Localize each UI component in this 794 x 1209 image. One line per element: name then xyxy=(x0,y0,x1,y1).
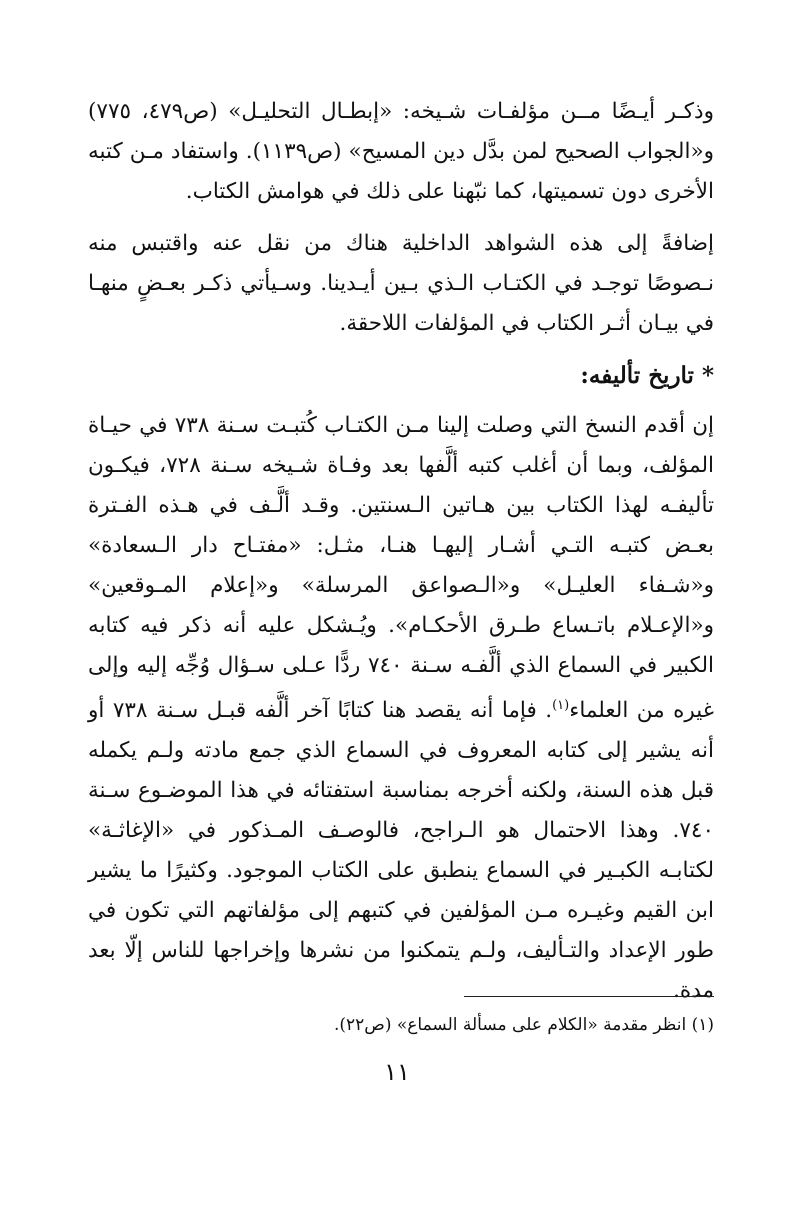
paragraph-1: وذكـر أيـضًا مــن مؤلفـات شـيخه: «إبطـال التحليـل» (ص٤٧٩، ٧٧٥) و«الجواب الصحيح لمن بدَّل دين المسيح» (ص١١٣٩). واستفاد مـن كتبه الأخرى دون تسميتها، كما نبّهنا على ذلك في هوامش الكتاب. xyxy=(88,99,715,204)
page-body xyxy=(88,92,714,1023)
paragraph-2: إضافةً إلى هذه الشواهد الداخلية هناك من نقل عنه واقتبس منه نـصوصًا توجـد في الكتـاب الـذي بـين أيـدينا. وسـيأتي ذكـر بعـضٍ منهـا في بيـان أثـر الكتاب في المؤلفات اللاحقة. xyxy=(88,231,714,336)
paragraph-3 xyxy=(88,406,714,1011)
section-heading: * تاريخ تأليفه: xyxy=(580,362,714,389)
footnote-number: (١) xyxy=(691,1015,714,1035)
footnote xyxy=(88,1010,714,1040)
footnote-divider xyxy=(464,996,714,997)
page-number: ١١ xyxy=(384,1058,410,1086)
footnote-reference[interactable]: (١) xyxy=(552,698,570,713)
paragraph-3-text-a: إن أقدم النسخ التي وصلت إلينا مـن الكتـاب كُتبـت سـنة ٧٣٨ في حيـاة المؤلف، وبما أن أغلب كتبه ألَّفها بعد وفـاة شـيخه سـنة ٧٢٨، فيكـون تأليفـه لهذا الكتاب بين هـاتين الـسنتين. وقـد ألَّـف في هـذه الفـترة بعـض كتبـه التـي أشـار إليهـا هنـا، مثـل: «مفتـاح دار الـسعادة» و«شـفاء العليـل» و«الـصواعق المرسلة» و«إعلام المـوقعين» و«الإعـلام باتـساع طـرق الأحكـام». ويُـشكل عليه أنه ذكر فيه كتابه الكبير في السماع الذي ألَّفـه سـنة ٧٤٠ ردًّا عـلى سـؤال وُجِّه إليه وإلى غيره من العلماء xyxy=(88,413,715,724)
paragraph-3-text-b: . فإما أنه يقصد هنا كتابًا آخر ألَّفه قبـل سـنة ٧٣٨ أو أنه يشير إلى كتابه المعروف في السماع الذي جمع مادته ولـم يكمله قبل هذه السنة، ولكنه أخرجه بمناسبة استفتائه في هذا الموضـوع سـنة ٧٤٠. وهذا الاحتمال هو الـراجح، فالوصـف المـذكور في «الإغاثـة» لكتابـه الكبـير في السماع ينطبق على الكتاب الموجود. وكثيرًا ما يشير ابن القيم وغيـره مـن المؤلفين في كتبهم إلى مؤلفاتهم التي تكون في طور الإعداد والتـأليف، ولـم يتمكنوا من نشرها وإخراجها للناس إلّا بعد مدة. xyxy=(88,698,714,1004)
footnote-text: انظر مقدمة «الكلام على مسألة السماع» (ص٢٢). xyxy=(333,1015,687,1035)
